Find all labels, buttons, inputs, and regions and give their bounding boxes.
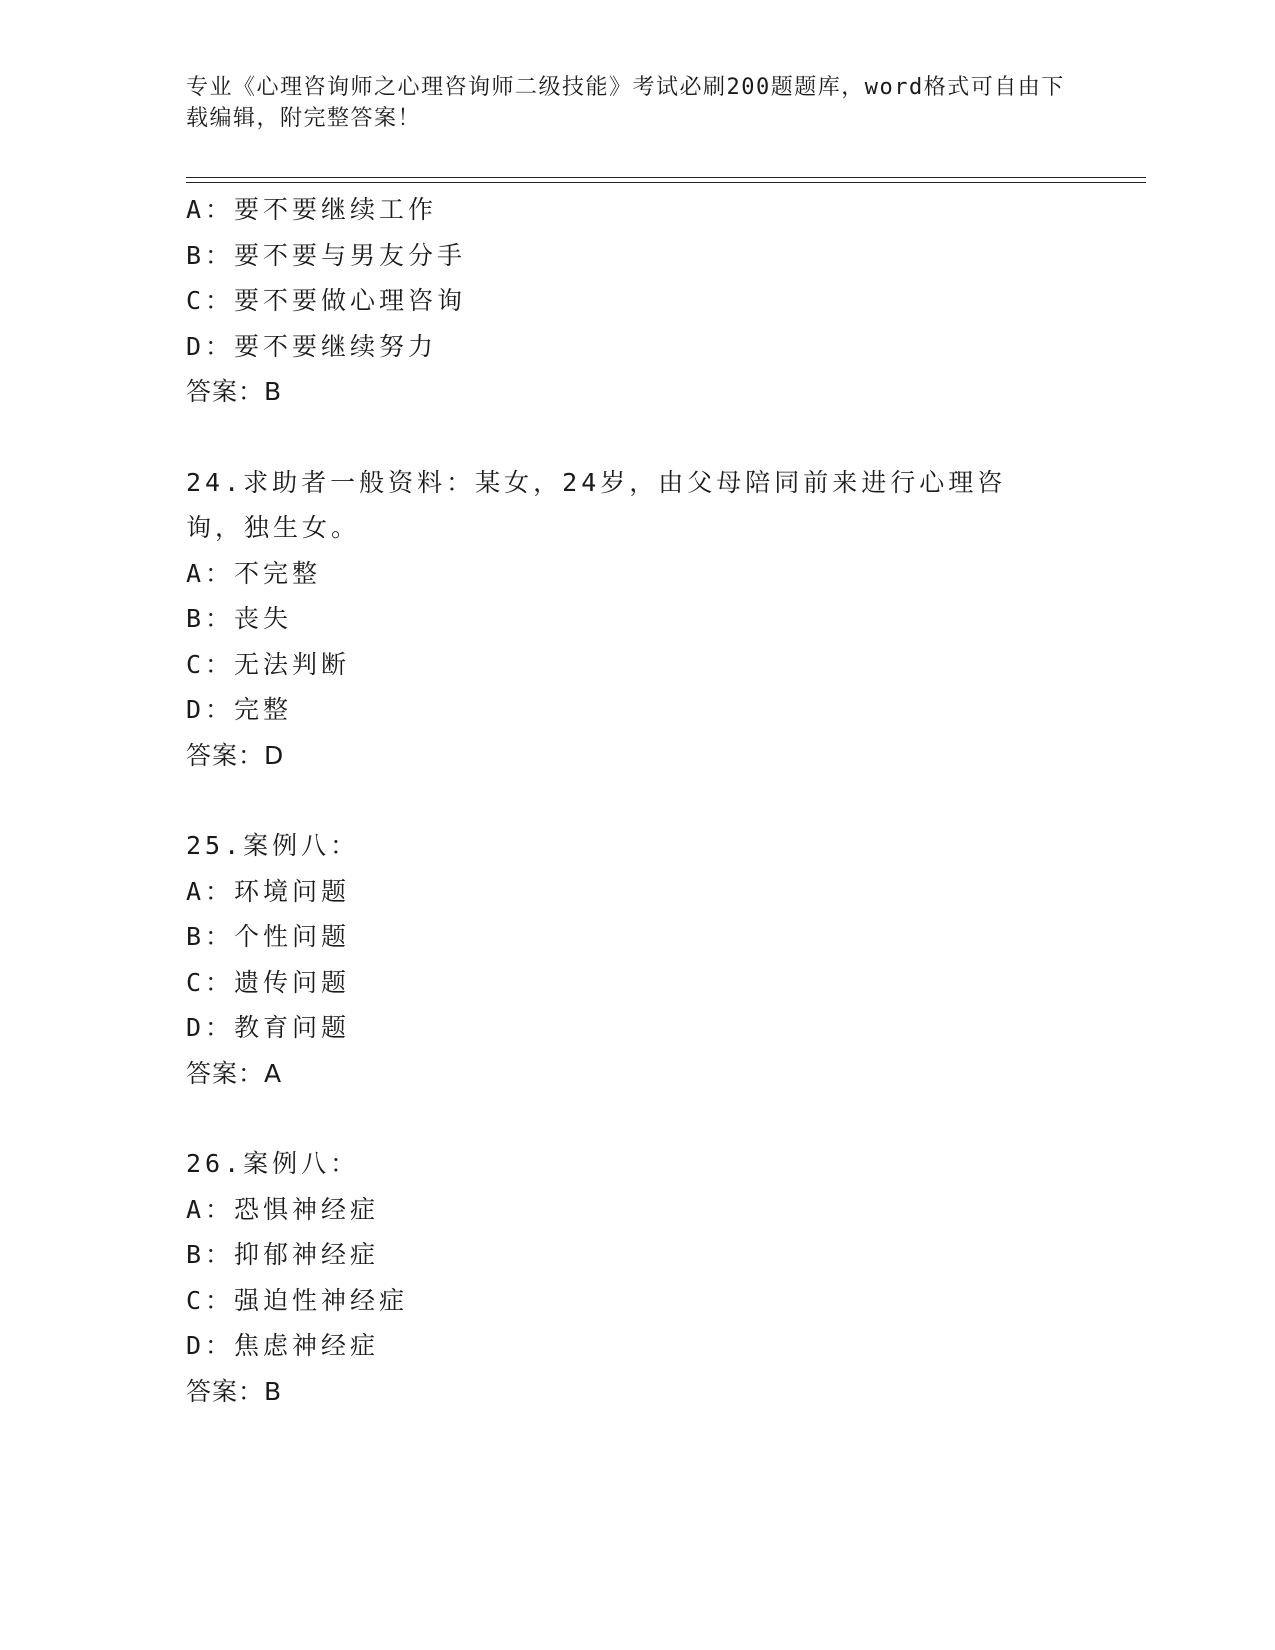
option-c: C：遗传问题 [186,967,351,997]
question-block-23 [186,187,1086,415]
question-block-25 [186,823,1086,1096]
answer-line: 答案：B [186,377,283,406]
question-block-26 [186,1141,1086,1414]
option-c: C：无法判断 [186,649,351,679]
option-d: D：教育问题 [186,1013,351,1042]
document-header [186,72,1066,134]
option-d: D：要不要继续努力 [186,331,438,361]
option-b: B：丧失 [186,604,293,633]
question-block-24 [186,460,1086,779]
option-a: A：环境问题 [186,876,351,906]
option-c: C：强迫性神经症 [186,1285,409,1315]
option-b: B：要不要与男友分手 [186,240,467,270]
answer-line: 答案：A [186,1058,283,1088]
option-a: A：要不要继续工作 [186,195,438,224]
question-text: 25.案例八： [186,831,360,860]
header-text: 专业《心理咨询师之心理咨询师二级技能》考试必刷200题题库，word格式可自由下载编辑，附完整答案！ [186,75,1065,131]
question-text: 24.求助者一般资料：某女，24岁，由父母陪同前来进行心理咨询，独生女。 [186,467,1007,542]
spacer [186,415,1086,460]
question-text: 26.案例八： [186,1149,360,1178]
option-d: D：完整 [186,695,293,724]
option-a: A：恐惧神经症 [186,1194,380,1224]
header-divider-bottom [186,182,1146,183]
answer-line: 答案：D [186,740,285,770]
option-c: C：要不要做心理咨询 [186,286,467,315]
spacer [186,1096,1086,1141]
option-a: A：不完整 [186,558,322,588]
question-list [186,187,1086,1414]
option-b: B：抑郁神经症 [186,1240,380,1269]
answer-line: 答案：B [186,1376,283,1406]
spacer [186,778,1086,823]
option-d: D：焦虑神经症 [186,1331,380,1360]
option-b: B：个性问题 [186,922,351,951]
header-divider-top [186,177,1146,178]
